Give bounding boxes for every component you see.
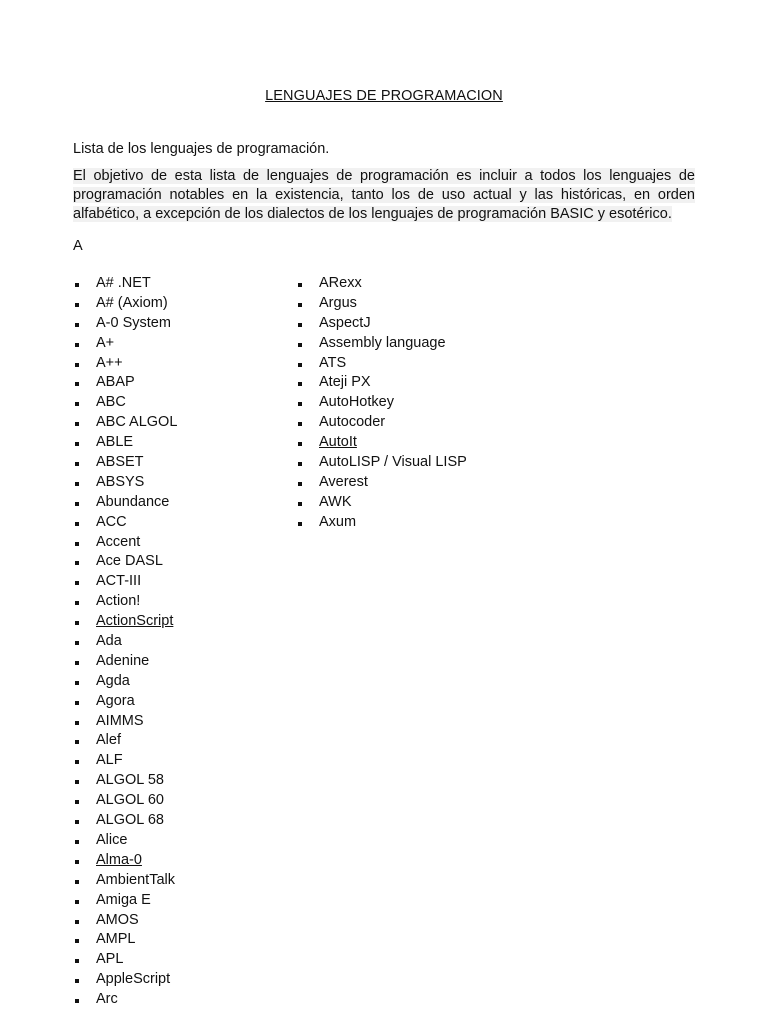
bullet-icon	[75, 721, 79, 725]
bullet-icon	[75, 442, 79, 446]
list-item-label: Averest	[319, 473, 368, 490]
list-item-label: ACT-III	[96, 573, 142, 590]
list-item	[73, 891, 177, 911]
bullet-icon	[75, 303, 79, 307]
bullet-icon	[75, 363, 79, 367]
bullet-icon	[75, 959, 79, 963]
list-item[interactable]	[296, 433, 467, 453]
intro-paragraph-text: El objetivo de esta lista de lenguajes de programación es incluir a todos los lenguajes de programación notables en la existencia, tanto los de uso actual y las históricas, en orden alfabético, a excepción de los dialectos de los lenguajes de programación BASIC y esotérico.	[73, 168, 695, 222]
list-item-label: ABSET	[96, 454, 144, 471]
list-item-label: ATS	[319, 354, 347, 371]
bullet-icon	[75, 900, 79, 904]
list-item[interactable]	[73, 851, 177, 871]
list-item-label: AspectJ	[319, 314, 371, 331]
list-item	[73, 692, 177, 712]
list-item	[296, 513, 467, 533]
bullet-icon	[75, 382, 79, 386]
list-item	[73, 950, 177, 970]
bullet-icon	[75, 880, 79, 884]
list-item-label: Ace DASL	[96, 553, 163, 570]
list-item-label: APL	[96, 951, 124, 968]
bullet-icon	[298, 522, 302, 526]
list-item-label: Ateji PX	[319, 374, 371, 391]
list-item	[296, 413, 467, 433]
bullet-icon	[75, 860, 79, 864]
list-item	[73, 771, 177, 791]
intro-paragraph	[73, 167, 695, 224]
list-item-label: AMPL	[96, 931, 136, 948]
list-item	[296, 393, 467, 413]
bullet-icon	[298, 422, 302, 426]
list-item-label: AutoLISP / Visual LISP	[319, 454, 467, 471]
list-item	[73, 373, 177, 393]
bullet-icon	[75, 760, 79, 764]
list-item-label: AWK	[319, 493, 352, 510]
bullet-icon	[75, 462, 79, 466]
list-item	[73, 970, 177, 990]
list-item	[296, 274, 467, 294]
list-item	[73, 632, 177, 652]
list-item-label: ABC ALGOL	[96, 414, 178, 431]
list-item[interactable]	[73, 612, 177, 632]
bullet-icon	[75, 502, 79, 506]
bullet-icon	[75, 283, 79, 287]
language-list-right	[296, 274, 467, 533]
bullet-icon	[298, 363, 302, 367]
list-item	[73, 592, 177, 612]
list-item-label: AmbientTalk	[96, 871, 175, 888]
list-item-label: Ada	[96, 633, 122, 650]
bullet-icon	[75, 780, 79, 784]
bullet-icon	[298, 382, 302, 386]
list-item	[73, 552, 177, 572]
list-item-label: ABLE	[96, 434, 134, 451]
bullet-icon	[75, 979, 79, 983]
list-item	[73, 393, 177, 413]
list-item-label: Assembly language	[319, 334, 446, 351]
bullet-icon	[75, 920, 79, 924]
bullet-icon	[75, 343, 79, 347]
bullet-icon	[298, 303, 302, 307]
list-item	[73, 930, 177, 950]
bullet-icon	[75, 561, 79, 565]
list-item-label: A++	[96, 354, 123, 371]
list-item-label: A-0 System	[96, 314, 171, 331]
list-item-label: A+	[96, 334, 115, 351]
list-item-label: Amiga E	[96, 891, 151, 908]
list-item	[73, 513, 177, 533]
list-item	[73, 354, 177, 374]
bullet-icon	[75, 581, 79, 585]
bullet-icon	[75, 681, 79, 685]
list-item-label: Accent	[96, 533, 141, 550]
list-item-link[interactable]: ActionScript	[96, 613, 174, 630]
list-item-label: Agora	[96, 692, 135, 709]
bullet-icon	[298, 402, 302, 406]
list-item	[73, 533, 177, 553]
bullet-icon	[75, 542, 79, 546]
list-item-label: A# (Axiom)	[96, 294, 168, 311]
list-item	[73, 791, 177, 811]
list-item-label: Abundance	[96, 493, 170, 510]
bullet-icon	[75, 701, 79, 705]
list-item	[73, 294, 177, 314]
list-item	[73, 274, 177, 294]
list-item	[73, 831, 177, 851]
list-item	[296, 453, 467, 473]
list-item-label: Alice	[96, 831, 128, 848]
list-item	[73, 453, 177, 473]
list-item	[296, 334, 467, 354]
list-item-label: Argus	[319, 294, 357, 311]
list-item-label: Axum	[319, 513, 357, 530]
bullet-icon	[298, 462, 302, 466]
bullet-icon	[75, 402, 79, 406]
list-item-label: Agda	[96, 672, 130, 689]
list-item	[73, 652, 177, 672]
list-item	[73, 990, 177, 1010]
list-item	[73, 413, 177, 433]
list-item-label: A# .NET	[96, 275, 151, 291]
bullet-icon	[75, 999, 79, 1003]
list-item	[296, 354, 467, 374]
list-item	[73, 572, 177, 592]
list-item	[73, 911, 177, 931]
list-item-label: Alef	[96, 732, 121, 749]
bullet-icon	[75, 422, 79, 426]
bullet-icon	[75, 482, 79, 486]
list-item-label: AutoHotkey	[319, 394, 394, 411]
list-item-link[interactable]: Alma-0	[96, 851, 142, 868]
list-item	[73, 871, 177, 891]
list-item	[73, 731, 177, 751]
list-item-label: ALF	[96, 752, 123, 769]
list-item	[296, 493, 467, 513]
list-item-label: AppleScript	[96, 971, 171, 988]
list-item	[73, 712, 177, 732]
list-item	[73, 493, 177, 513]
list-item	[296, 314, 467, 334]
bullet-icon	[75, 641, 79, 645]
bullet-icon	[298, 442, 302, 446]
list-item	[73, 672, 177, 692]
list-item	[73, 314, 177, 334]
list-item	[73, 811, 177, 831]
list-item-label: AIMMS	[96, 712, 144, 729]
list-item-label: Autocoder	[319, 414, 386, 431]
list-item	[73, 751, 177, 771]
list-item-label: ARexx	[319, 275, 362, 291]
list-item-label: ABAP	[96, 374, 135, 391]
list-item-label: ALGOL 68	[96, 812, 164, 829]
list-item-label: ABC	[96, 394, 126, 411]
list-item	[296, 473, 467, 493]
list-item-label: ABSYS	[96, 473, 145, 490]
list-item-label: Adenine	[96, 652, 150, 669]
bullet-icon	[75, 740, 79, 744]
list-item-label: ACC	[96, 513, 127, 530]
list-item-label: ALGOL 60	[96, 792, 164, 809]
list-item-label: AMOS	[96, 911, 139, 928]
bullet-icon	[298, 283, 302, 287]
bullet-icon	[75, 601, 79, 605]
list-item	[73, 473, 177, 493]
list-item	[296, 294, 467, 314]
bullet-icon	[75, 323, 79, 327]
bullet-icon	[298, 502, 302, 506]
list-item-label: Arc	[96, 991, 118, 1008]
bullet-icon	[298, 482, 302, 486]
list-item-label: Action!	[96, 593, 141, 610]
bullet-icon	[75, 522, 79, 526]
page-title: LENGUAJES DE PROGRAMACION	[265, 88, 503, 104]
list-item-label: ALGOL 58	[96, 772, 164, 789]
list-item	[296, 373, 467, 393]
list-item	[73, 334, 177, 354]
bullet-icon	[75, 840, 79, 844]
bullet-icon	[298, 343, 302, 347]
bullet-icon	[298, 323, 302, 327]
bullet-icon	[75, 661, 79, 665]
list-item-link[interactable]: AutoIt	[319, 434, 357, 451]
bullet-icon	[75, 621, 79, 625]
section-letter: A	[73, 238, 83, 254]
bullet-icon	[75, 820, 79, 824]
bullet-icon	[75, 939, 79, 943]
page-subtitle: Lista de los lenguajes de programación.	[73, 141, 330, 157]
bullet-icon	[75, 800, 79, 804]
list-item	[73, 433, 177, 453]
language-list-left	[73, 274, 177, 1010]
